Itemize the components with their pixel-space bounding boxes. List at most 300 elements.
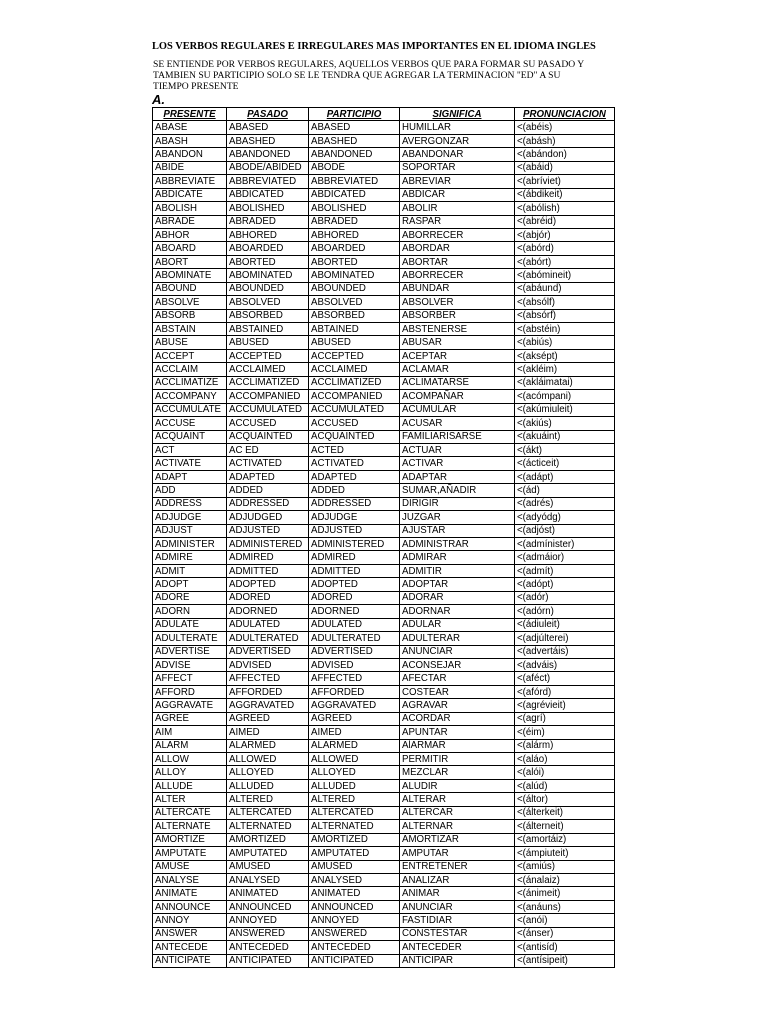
cell-pronunciacion: <(antísipeit) <box>515 954 615 967</box>
cell-pasado: ABORTED <box>227 255 309 268</box>
cell-participio: ABANDONED <box>309 148 400 161</box>
cell-pronunciacion: <(álterneit) <box>515 820 615 833</box>
table-row <box>153 941 615 954</box>
cell-pasado: ANNOYED <box>227 914 309 927</box>
cell-participio: ACQUAINTED <box>309 430 400 443</box>
cell-significa: SOPORTAR <box>400 161 515 174</box>
cell-pronunciacion: <(adópt) <box>515 578 615 591</box>
cell-participio: ABOUNDED <box>309 282 400 295</box>
cell-significa: ALUDIR <box>400 779 515 792</box>
cell-significa: ANALIZAR <box>400 873 515 886</box>
cell-significa: ACEPTAR <box>400 349 515 362</box>
cell-pasado: ADMITTED <box>227 564 309 577</box>
cell-significa: ABANDONAR <box>400 148 515 161</box>
cell-presente: ACT <box>153 443 227 456</box>
cell-presente: ADORE <box>153 591 227 604</box>
cell-presente: AGGRAVATE <box>153 699 227 712</box>
cell-presente: ADAPT <box>153 470 227 483</box>
cell-presente: ADJUDGE <box>153 511 227 524</box>
intro-line: SE ENTIENDE POR VERBOS REGULARES, AQUELLOS VERBOS QUE PARA FORMAR SU PASADO Y <box>153 59 585 70</box>
cell-participio: AFFECTED <box>309 672 400 685</box>
table-row <box>153 712 615 725</box>
table-row <box>153 430 615 443</box>
cell-pronunciacion: <(amiús) <box>515 860 615 873</box>
cell-presente: ADMINISTER <box>153 538 227 551</box>
cell-presente: ABOMINATE <box>153 269 227 282</box>
table-row <box>153 632 615 645</box>
cell-pasado: AMUSED <box>227 860 309 873</box>
cell-participio: ABSORBED <box>309 309 400 322</box>
cell-pasado: ADULATED <box>227 618 309 631</box>
cell-significa: CONSTESTAR <box>400 927 515 940</box>
cell-pronunciacion: <(absólf) <box>515 296 615 309</box>
cell-pronunciacion: <(abólish) <box>515 202 615 215</box>
cell-significa: ACLAMAR <box>400 363 515 376</box>
cell-presente: ALTERCATE <box>153 806 227 819</box>
cell-participio: ABOMINATED <box>309 269 400 282</box>
cell-participio: ACCEPTED <box>309 349 400 362</box>
cell-presente: ABSOLVE <box>153 296 227 309</box>
cell-pronunciacion: <(alúd) <box>515 779 615 792</box>
cell-presente: ADDRESS <box>153 497 227 510</box>
cell-pasado: ANTICIPATED <box>227 954 309 967</box>
cell-pronunciacion: <(anói) <box>515 914 615 927</box>
cell-pasado: ABSORBED <box>227 309 309 322</box>
cell-significa: HUMILLAR <box>400 121 515 134</box>
cell-significa: ADULTERAR <box>400 632 515 645</box>
cell-participio: ADULATED <box>309 618 400 631</box>
cell-pronunciacion: <(acómpani) <box>515 390 615 403</box>
column-header-presente: PRESENTE <box>153 108 227 121</box>
cell-pronunciacion: <(ámpiuteit) <box>515 847 615 860</box>
cell-participio: ABODE <box>309 161 400 174</box>
cell-pasado: ALLOYED <box>227 766 309 779</box>
cell-significa: RASPAR <box>400 215 515 228</box>
table-row <box>153 739 615 752</box>
cell-pasado: ACQUAINTED <box>227 430 309 443</box>
cell-presente: ACCOMPANY <box>153 390 227 403</box>
cell-pasado: ABASED <box>227 121 309 134</box>
cell-pronunciacion: <(áltor) <box>515 793 615 806</box>
cell-presente: ADMIT <box>153 564 227 577</box>
cell-participio: ABORTED <box>309 255 400 268</box>
cell-participio: AMPUTATED <box>309 847 400 860</box>
cell-presente: ADULTERATE <box>153 632 227 645</box>
cell-significa: AlARMAR <box>400 739 515 752</box>
cell-pasado: ADULTERATED <box>227 632 309 645</box>
cell-significa: AFECTAR <box>400 672 515 685</box>
cell-presente: ABOUND <box>153 282 227 295</box>
table-row <box>153 336 615 349</box>
table-header-row <box>153 108 615 121</box>
cell-pronunciacion: <(abáid) <box>515 161 615 174</box>
table-row <box>153 296 615 309</box>
cell-pronunciacion: <(éim) <box>515 726 615 739</box>
cell-participio: ABTAINED <box>309 323 400 336</box>
cell-pronunciacion: <(abándon) <box>515 148 615 161</box>
cell-pronunciacion: <(admáior) <box>515 551 615 564</box>
cell-participio: AIMED <box>309 726 400 739</box>
cell-pronunciacion: <(agrévieit) <box>515 699 615 712</box>
cell-participio: AMORTIZED <box>309 833 400 846</box>
table-row <box>153 927 615 940</box>
cell-presente: ADMIRE <box>153 551 227 564</box>
table-row <box>153 538 615 551</box>
cell-significa: ALTERAR <box>400 793 515 806</box>
table-row <box>153 349 615 362</box>
cell-significa: ADAPTAR <box>400 470 515 483</box>
cell-pasado: ACCUSED <box>227 417 309 430</box>
cell-pasado: ALTERNATED <box>227 820 309 833</box>
cell-participio: ADMITTED <box>309 564 400 577</box>
cell-significa: FAMILIARISARSE <box>400 430 515 443</box>
table-row <box>153 551 615 564</box>
cell-participio: ANIMATED <box>309 887 400 900</box>
cell-presente: ABOARD <box>153 242 227 255</box>
cell-pasado: ANTECEDED <box>227 941 309 954</box>
cell-pasado: ADORED <box>227 591 309 604</box>
table-row <box>153 161 615 174</box>
table-row <box>153 175 615 188</box>
verbs-table <box>152 107 615 968</box>
cell-significa: PERMITIR <box>400 753 515 766</box>
cell-pronunciacion: <(admínister) <box>515 538 615 551</box>
cell-significa: ANTECEDER <box>400 941 515 954</box>
table-body <box>153 121 615 968</box>
cell-pronunciacion: <(ácticeit) <box>515 457 615 470</box>
cell-pronunciacion: <(alárm) <box>515 739 615 752</box>
cell-presente: ANSWER <box>153 927 227 940</box>
cell-participio: ABHORED <box>309 228 400 241</box>
cell-pasado: ACCLIMATIZED <box>227 376 309 389</box>
cell-significa: AMORTIZAR <box>400 833 515 846</box>
cell-participio: ACTED <box>309 443 400 456</box>
cell-pasado: ACCOMPANIED <box>227 390 309 403</box>
cell-participio: ACCLIMATIZED <box>309 376 400 389</box>
cell-pronunciacion: <(abiús) <box>515 336 615 349</box>
cell-presente: ALLOW <box>153 753 227 766</box>
table-row <box>153 148 615 161</box>
cell-pronunciacion: <(agrí) <box>515 712 615 725</box>
cell-participio: ABOLISHED <box>309 202 400 215</box>
cell-pasado: AC ED <box>227 443 309 456</box>
cell-pronunciacion: <(abéis) <box>515 121 615 134</box>
cell-significa: AVERGONZAR <box>400 134 515 147</box>
cell-presente: ACTIVATE <box>153 457 227 470</box>
cell-significa: ACOMPAÑAR <box>400 390 515 403</box>
cell-significa: ABUSAR <box>400 336 515 349</box>
cell-significa: ACONSEJAR <box>400 658 515 671</box>
cell-participio: AMUSED <box>309 860 400 873</box>
table-row <box>153 645 615 658</box>
cell-pasado: ALLUDED <box>227 779 309 792</box>
cell-pasado: AMORTIZED <box>227 833 309 846</box>
cell-pasado: ANSWERED <box>227 927 309 940</box>
cell-pasado: ABRADED <box>227 215 309 228</box>
table-row <box>153 833 615 846</box>
table-row <box>153 511 615 524</box>
table-row <box>153 443 615 456</box>
cell-participio: ADJUSTED <box>309 524 400 537</box>
cell-presente: AMPUTATE <box>153 847 227 860</box>
cell-pasado: AGGRAVATED <box>227 699 309 712</box>
cell-participio: ADVERTISED <box>309 645 400 658</box>
cell-pronunciacion: <(absórf) <box>515 309 615 322</box>
cell-presente: ABBREVIATE <box>153 175 227 188</box>
cell-significa: ENTRETENER <box>400 860 515 873</box>
cell-pronunciacion: <(afórd) <box>515 685 615 698</box>
cell-participio: ACCUMULATED <box>309 403 400 416</box>
section-letter: A. <box>152 92 165 107</box>
cell-significa: ANIMAR <box>400 887 515 900</box>
cell-pronunciacion: <(aksépt) <box>515 349 615 362</box>
table-row <box>153 914 615 927</box>
cell-participio: ANTECEDED <box>309 941 400 954</box>
table-row <box>153 847 615 860</box>
cell-pronunciacion: <(adyódg) <box>515 511 615 524</box>
table-row <box>153 134 615 147</box>
table-row <box>153 766 615 779</box>
cell-pasado: ALTERED <box>227 793 309 806</box>
cell-presente: AMORTIZE <box>153 833 227 846</box>
cell-pasado: ABOMINATED <box>227 269 309 282</box>
cell-significa: ABREVIAR <box>400 175 515 188</box>
table-row <box>153 215 615 228</box>
cell-pasado: ANIMATED <box>227 887 309 900</box>
column-header-participio: PARTICIPIO <box>309 108 400 121</box>
cell-pronunciacion: <(abórt) <box>515 255 615 268</box>
cell-pronunciacion: <(adrés) <box>515 497 615 510</box>
cell-significa: ADULAR <box>400 618 515 631</box>
cell-pronunciacion: <(adór) <box>515 591 615 604</box>
cell-presente: ALARM <box>153 739 227 752</box>
cell-presente: ANNOY <box>153 914 227 927</box>
cell-presente: ADORN <box>153 605 227 618</box>
intro-line: TIEMPO PRESENTE <box>153 81 239 92</box>
cell-pasado: ABSOLVED <box>227 296 309 309</box>
cell-pronunciacion: <(adápt) <box>515 470 615 483</box>
cell-significa: ACLIMATARSE <box>400 376 515 389</box>
cell-presente: ADVERTISE <box>153 645 227 658</box>
cell-presente: ACCUSE <box>153 417 227 430</box>
cell-presente: ABOLISH <box>153 202 227 215</box>
table-row <box>153 363 615 376</box>
cell-significa: FASTIDIAR <box>400 914 515 927</box>
table-row <box>153 672 615 685</box>
cell-pronunciacion: <(abáund) <box>515 282 615 295</box>
cell-participio: ADVISED <box>309 658 400 671</box>
cell-significa: ABORRECER <box>400 269 515 282</box>
cell-significa: ABORDAR <box>400 242 515 255</box>
cell-significa: ADMIRAR <box>400 551 515 564</box>
table-row <box>153 618 615 631</box>
document-page <box>152 40 616 968</box>
intro-paragraph <box>152 59 603 92</box>
cell-significa: DIRIGIR <box>400 497 515 510</box>
cell-pronunciacion: <(ánser) <box>515 927 615 940</box>
table-row <box>153 484 615 497</box>
table-row <box>153 699 615 712</box>
cell-significa: ANUNCIAR <box>400 900 515 913</box>
table-row <box>153 658 615 671</box>
cell-pasado: ADVISED <box>227 658 309 671</box>
table-row <box>153 470 615 483</box>
cell-pronunciacion: <(akúmiuleit) <box>515 403 615 416</box>
cell-participio: ADOPTED <box>309 578 400 591</box>
cell-participio: ALLOYED <box>309 766 400 779</box>
table-row <box>153 323 615 336</box>
cell-participio: ADJUDGE <box>309 511 400 524</box>
cell-pasado: ADJUSTED <box>227 524 309 537</box>
cell-pronunciacion: <(abréid) <box>515 215 615 228</box>
cell-participio: ALTERED <box>309 793 400 806</box>
cell-pronunciacion: <(advertáis) <box>515 645 615 658</box>
cell-pronunciacion: <(ánalaiz) <box>515 873 615 886</box>
cell-presente: ANTECEDE <box>153 941 227 954</box>
cell-significa: ALTERCAR <box>400 806 515 819</box>
cell-participio: ADMINISTERED <box>309 538 400 551</box>
cell-presente: ABSORB <box>153 309 227 322</box>
cell-significa: ABUNDAR <box>400 282 515 295</box>
cell-pasado: ADORNED <box>227 605 309 618</box>
cell-participio: ANSWERED <box>309 927 400 940</box>
cell-participio: ANNOUNCED <box>309 900 400 913</box>
cell-significa: ABSTENERSE <box>400 323 515 336</box>
cell-significa: JUZGAR <box>400 511 515 524</box>
table-row <box>153 591 615 604</box>
cell-presente: ACCLIMATIZE <box>153 376 227 389</box>
cell-significa: ALTERNAR <box>400 820 515 833</box>
cell-presente: ALTERNATE <box>153 820 227 833</box>
cell-pronunciacion: <(abstéin) <box>515 323 615 336</box>
table-row <box>153 860 615 873</box>
cell-significa: ABSOLVER <box>400 296 515 309</box>
cell-significa: ABDICAR <box>400 188 515 201</box>
cell-pronunciacion: <(abríviet) <box>515 175 615 188</box>
table-row <box>153 269 615 282</box>
cell-presente: AMUSE <box>153 860 227 873</box>
cell-presente: ABRADE <box>153 215 227 228</box>
cell-pasado: ABDICATED <box>227 188 309 201</box>
cell-significa: ABOLIR <box>400 202 515 215</box>
cell-pronunciacion: <(aláo) <box>515 753 615 766</box>
cell-participio: ABDICATED <box>309 188 400 201</box>
cell-presente: ADJUST <box>153 524 227 537</box>
cell-presente: AGREE <box>153 712 227 725</box>
cell-participio: ADDED <box>309 484 400 497</box>
cell-presente: ALLUDE <box>153 779 227 792</box>
cell-pasado: AIMED <box>227 726 309 739</box>
cell-significa: ACTIVAR <box>400 457 515 470</box>
table-row <box>153 954 615 967</box>
cell-presente: ANNOUNCE <box>153 900 227 913</box>
cell-pasado: ALTERCATED <box>227 806 309 819</box>
table-row <box>153 309 615 322</box>
cell-participio: ADAPTED <box>309 470 400 483</box>
cell-pronunciacion: <(abjór) <box>515 228 615 241</box>
cell-participio: ABSOLVED <box>309 296 400 309</box>
cell-pasado: ADOPTED <box>227 578 309 591</box>
cell-presente: ABUSE <box>153 336 227 349</box>
cell-pasado: ACCUMULATED <box>227 403 309 416</box>
cell-participio: ADULTERATED <box>309 632 400 645</box>
cell-participio: ACCOMPANIED <box>309 390 400 403</box>
cell-pasado: ALLOWED <box>227 753 309 766</box>
cell-pronunciacion: <(abómineit) <box>515 269 615 282</box>
cell-pronunciacion: <(akuáint) <box>515 430 615 443</box>
table-row <box>153 376 615 389</box>
cell-presente: ADOPT <box>153 578 227 591</box>
cell-participio: ADORED <box>309 591 400 604</box>
cell-participio: ABUSED <box>309 336 400 349</box>
cell-pronunciacion: <(alói) <box>515 766 615 779</box>
cell-participio: ALTERCATED <box>309 806 400 819</box>
cell-significa: SUMAR,AÑADIR <box>400 484 515 497</box>
cell-pasado: ADVERTISED <box>227 645 309 658</box>
cell-pronunciacion: <(ánimeit) <box>515 887 615 900</box>
cell-pasado: ABHORED <box>227 228 309 241</box>
table-row <box>153 753 615 766</box>
table-row <box>153 121 615 134</box>
cell-pasado: ABANDONED <box>227 148 309 161</box>
cell-presente: ALTER <box>153 793 227 806</box>
cell-pronunciacion: <(akléim) <box>515 363 615 376</box>
cell-participio: ABRADED <box>309 215 400 228</box>
cell-pasado: AMPUTATED <box>227 847 309 860</box>
table-row <box>153 564 615 577</box>
cell-pasado: ABSTAINED <box>227 323 309 336</box>
table-row <box>153 793 615 806</box>
cell-presente: ABASE <box>153 121 227 134</box>
cell-pasado: AFFORDED <box>227 685 309 698</box>
cell-presente: ABSTAIN <box>153 323 227 336</box>
table-row <box>153 417 615 430</box>
cell-pronunciacion: <(adjóst) <box>515 524 615 537</box>
cell-significa: ABORTAR <box>400 255 515 268</box>
table-row <box>153 779 615 792</box>
cell-pronunciacion: <(adórn) <box>515 605 615 618</box>
cell-significa: ADMINISTRAR <box>400 538 515 551</box>
cell-participio: ALARMED <box>309 739 400 752</box>
table-row <box>153 188 615 201</box>
cell-participio: ANALYSED <box>309 873 400 886</box>
cell-participio: ALLOWED <box>309 753 400 766</box>
cell-significa: ACTUAR <box>400 443 515 456</box>
cell-participio: ABASED <box>309 121 400 134</box>
cell-participio: ANNOYED <box>309 914 400 927</box>
cell-participio: ABOARDED <box>309 242 400 255</box>
cell-participio: ABBREVIATED <box>309 175 400 188</box>
cell-significa: COSTEAR <box>400 685 515 698</box>
cell-significa: ADORNAR <box>400 605 515 618</box>
cell-presente: AFFECT <box>153 672 227 685</box>
cell-pasado: ALARMED <box>227 739 309 752</box>
table-row <box>153 228 615 241</box>
cell-presente: ABIDE <box>153 161 227 174</box>
table-row <box>153 202 615 215</box>
table-row <box>153 578 615 591</box>
cell-presente: ABDICATE <box>153 188 227 201</box>
cell-pasado: ADAPTED <box>227 470 309 483</box>
cell-pasado: ADDED <box>227 484 309 497</box>
cell-presente: ADD <box>153 484 227 497</box>
cell-presente: AIM <box>153 726 227 739</box>
table-row <box>153 605 615 618</box>
cell-presente: ACCLAIM <box>153 363 227 376</box>
cell-pronunciacion: <(álterkeit) <box>515 806 615 819</box>
cell-pronunciacion: <(ád) <box>515 484 615 497</box>
table-row <box>153 524 615 537</box>
